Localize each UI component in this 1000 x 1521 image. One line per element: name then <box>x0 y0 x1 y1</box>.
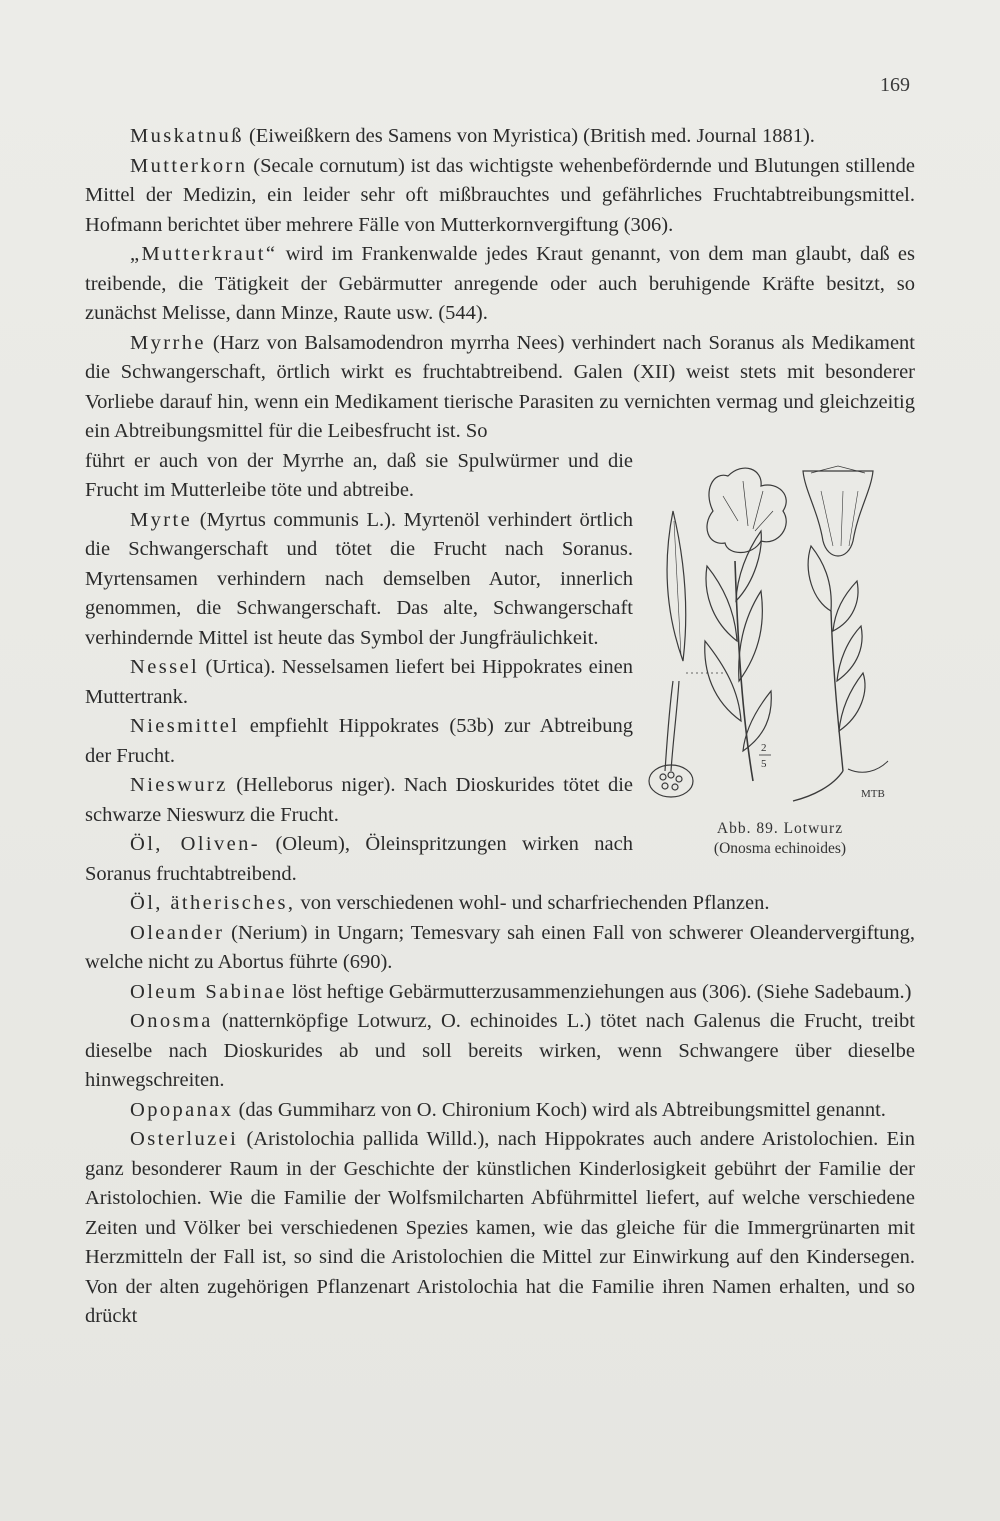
entry-head: Nieswurz <box>130 774 228 796</box>
figure-caption-species: (Onosma echinoides) <box>713 839 847 857</box>
entry-muskatnuss <box>85 122 915 152</box>
entry-text: (Eiweißkern des Samens von Myristica) (British med. Journal 1881). <box>243 125 815 147</box>
entry-head: Mutterkorn <box>130 154 248 177</box>
entry-text: löst heftige Gebärmutterzusammenziehungen aus (306). (Siehe Sadebaum.) <box>287 980 912 1003</box>
entry-head: Myrte <box>130 508 193 531</box>
entry-mutterkorn <box>85 152 915 241</box>
entry-text: (Urtica). Nesselsamen liefert bei Hippokrates einen Muttertrank. <box>85 656 633 708</box>
entry-head: Nessel <box>130 656 200 678</box>
entry-text: wird im Frankenwalde jedes Kraut genannt, von dem man glaubt, daß es treibende, die Tätigkeit der Gebärmutter anregende oder auch beruhigende Kräfte besitzt, so zunächst Melisse, dann Minze, Raute usw. (544). <box>85 243 915 324</box>
entry-osterluzei <box>85 1125 915 1332</box>
entry-head: Myrrhe <box>130 331 206 354</box>
entry-head: Osterluzei <box>130 1128 239 1150</box>
entry-text: (natternköpfige Lotwurz, O. echinoides L.) tötet nach Galenus die Frucht, treibt dieselbe nach Dioskurides ab und soll bereits wirken, wenn Schwangere über dieselbe hinwegschreiten. <box>85 1010 915 1091</box>
figure-onosma <box>653 447 915 859</box>
illustrator-signature: MTB <box>861 787 885 800</box>
entry-oleum-sabinae <box>85 978 915 1008</box>
entry-text: (Helleborus niger). Nach Dioskurides tötet die schwarze Nieswurz die Frucht. <box>85 774 633 826</box>
entry-text: (Nerium) in Ungarn; Temesvary sah einen Fall von schwerer Oleandervergiftung, welche nicht zu Abortus führte (690). <box>85 921 915 973</box>
figure-caption-title: Abb. 89. Lotwurz <box>716 819 844 837</box>
entry-head: Onosma <box>130 1010 213 1032</box>
page-number: 169 <box>880 74 910 96</box>
entry-head: Öl, ätherisches, <box>130 892 296 914</box>
entry-text: empfiehlt Hippokrates (53b) zur Abtreibung der Frucht. <box>85 715 633 767</box>
entry-opopanax <box>85 1096 915 1126</box>
scale-denominator: 5 <box>761 757 767 770</box>
entry-head: Opopanax <box>130 1098 234 1121</box>
entry-head: Muskatnuß <box>130 125 244 147</box>
entry-text: (Aristolochia pallida Willd.), nach Hippokrates auch andere Aristolochien. Ein ganz besonderer Raum in der Geschichte der künstlichen Kinderlosigkeit gebührt der Familie der Aristolochien. Wie die Familie der Wolfsmilcharten Abführmittel liefert, auf welche verschiedene Zeiten und Völker bei verschiedenen Spezies kamen, wie das gleiche für die Immergrünarten mit Herzmitteln der Fall ist, so sind die Aristolochien die Mittel zur Einwirkung auf den Kindersegen. Von der alten zugehörigen Pflanzenart Aristolochia hat die Familie ihren Namen erhalten, und so drückt <box>85 1128 915 1327</box>
entry-onosma <box>85 1007 915 1096</box>
entry-oel-aetherisch <box>85 889 915 919</box>
plant-illustration <box>643 451 913 811</box>
entry-oleander <box>85 919 915 978</box>
entry-head: Oleander <box>130 921 225 944</box>
entry-text: von verschiedenen wohl- und scharfriechenden Pflanzen. <box>295 892 770 914</box>
entry-text: (Harz von Balsamodendron myrrha Nees) verhindert nach Soranus als Medikament die Schwangerschaft, örtlich wirkt es fruchtabtreibend. Galen (XII) weist stets mit besonderer Vorliebe darauf hin, wenn ein Medikament tierische Parasiten zu vernichten vermag und gleichzeitig ein Abtreibungsmittel für die Leibesfrucht ist. So <box>85 331 915 442</box>
entry-text: führt er auch von der Myrrhe an, daß sie Spulwürmer und die Frucht im Mutterleibe töte und abtreibe. <box>85 449 633 501</box>
entry-head: Öl, Oliven- <box>130 833 261 855</box>
entry-text: (Secale cornutum) ist das wichtigste wehenbefördernde und Blutungen stillende Mittel der Medizin, ein leider sehr oft mißbrauchtes und gefährliches Fruchtabtreibungsmittel. Hofmann berichtet über mehrere Fälle von Mutterkornvergiftung (306). <box>85 154 915 236</box>
entry-myrrhe <box>85 329 915 447</box>
entry-head: Niesmittel <box>130 715 240 737</box>
entry-mutterkraut <box>85 240 915 329</box>
entry-text: (Myrtus communis L.). Myrtenöl verhindert örtlich die Schwangerschaft und tötet die Frucht nach Soranus. Myrtensamen verhindern nach demselben Autor, innerlich genommen, die Schwangerschaft. Das alte, Schwangerschaft verhindernde Mittel ist heute das Symbol der Jungfräulichkeit. <box>85 508 633 649</box>
body-text <box>85 122 915 1332</box>
entry-head: Oleum Sabinae <box>130 980 288 1003</box>
scale-numerator: 2 <box>761 741 767 754</box>
entry-head: „Mutterkraut“ <box>130 243 278 265</box>
entry-text: (das Gummiharz von O. Chironium Koch) wird als Abtreibungsmittel genannt. <box>233 1098 886 1121</box>
figure-caption <box>645 819 915 859</box>
entry-text: (Oleum), Öleinspritzungen wirken nach Soranus fruchtabtreibend. <box>85 833 633 885</box>
